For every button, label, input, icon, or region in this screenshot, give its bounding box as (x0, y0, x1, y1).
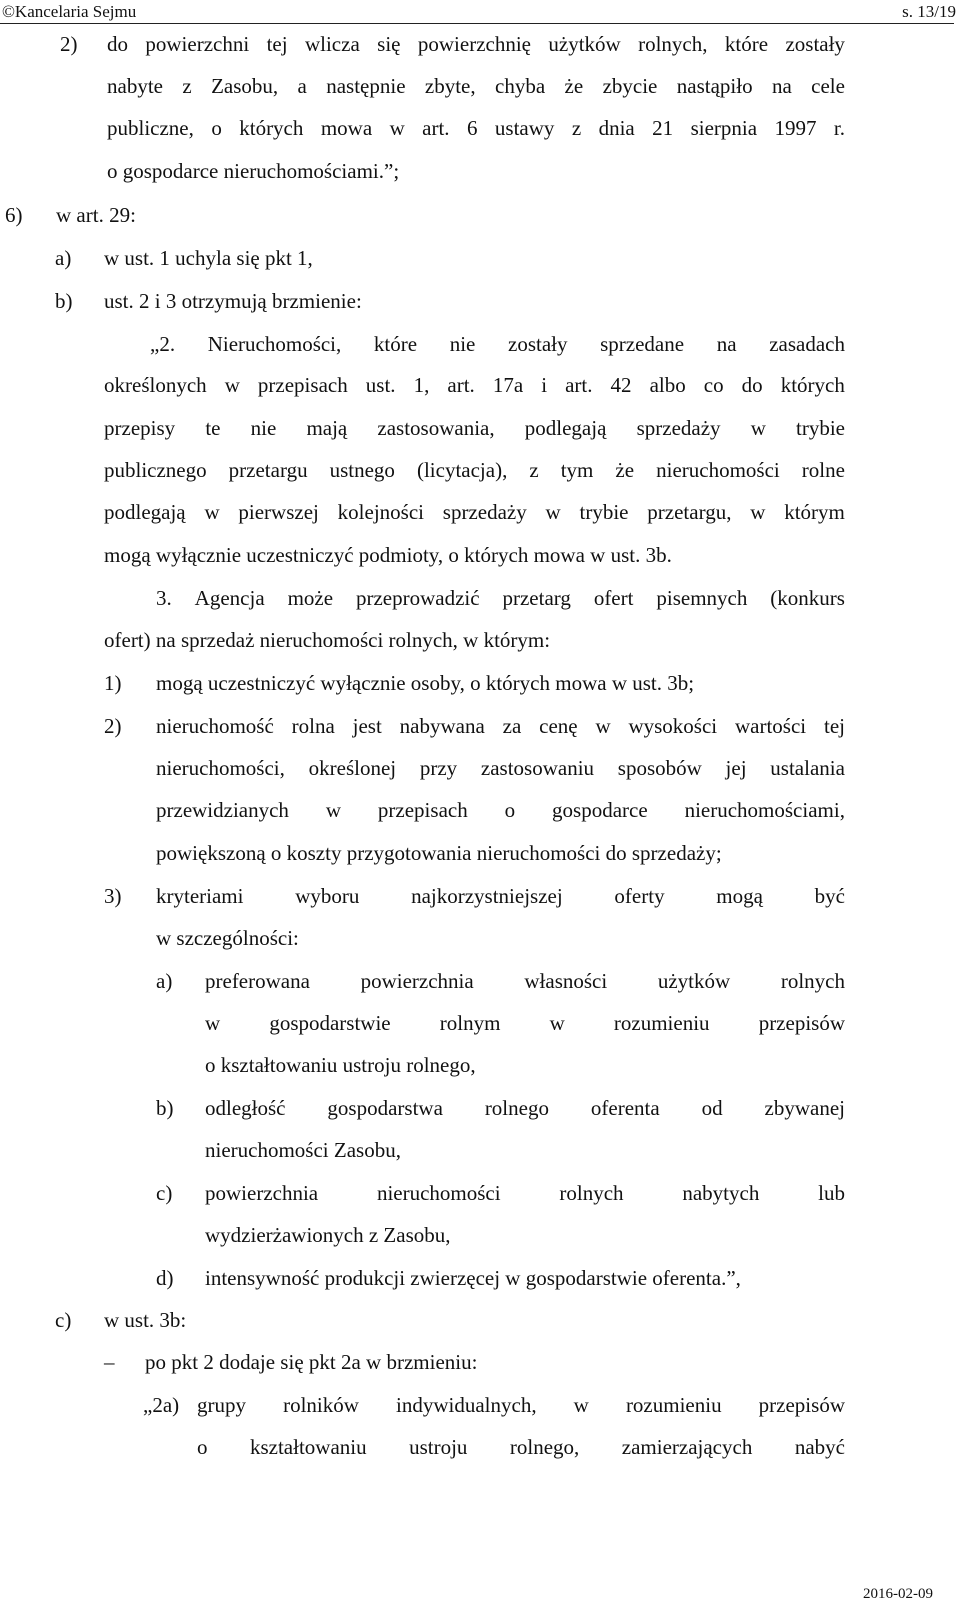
text-line: mogą wyłącznie uczestniczyć podmioty, o których mowa w ust. 3b. (104, 543, 672, 567)
header-page-number: s. 13/19 (902, 2, 956, 21)
text-line: do powierzchni tej wlicza się powierzchnię użytków rolnych, które zostały (107, 32, 845, 56)
text-line: przepisy te nie mają zastosowania, podlegają sprzedaży w trybie (104, 416, 845, 440)
text-line: powiększoną o koszty przygotowania nieruchomości do sprzedaży; (156, 841, 722, 865)
text-line: w ust. 1 uchyla się pkt 1, (104, 246, 313, 270)
text-line: przewidzianych w przepisach o gospodarce nieruchomościami, (156, 798, 845, 822)
text-line: nieruchomości Zasobu, (205, 1138, 401, 1162)
text-line: w szczególności: (156, 926, 299, 950)
item-number: d) (156, 1266, 174, 1290)
dash-marker: – (104, 1350, 115, 1374)
item-number: a) (156, 969, 173, 993)
text-line: publicznego przetargu ustnego (licytacja), z tym że nieruchomości rolne (104, 458, 845, 482)
text-line: określonych w przepisach ust. 1, art. 17a i art. 42 albo co do których (104, 373, 845, 397)
item-number: b) (156, 1096, 174, 1120)
text-line: powierzchnia nieruchomości rolnych nabytych lub (205, 1181, 845, 1205)
text-line: w art. 29: (56, 203, 136, 227)
text-line: 3. Agencja może przeprowadzić przetarg ofert pisemnych (konkurs (156, 586, 845, 610)
footer-date: 2016-02-09 (863, 1586, 933, 1602)
text-line: kryteriami wyboru najkorzystniejszej oferty mogą być (156, 884, 845, 908)
text-line: ust. 2 i 3 otrzymują brzmienie: (104, 289, 362, 313)
text-line: grupy rolników indywidualnych, w rozumieniu przepisów (197, 1393, 845, 1417)
text-line: odległość gospodarstwa rolnego oferenta od zbywanej (205, 1096, 845, 1120)
text-line: nabyte z Zasobu, a następnie zbyte, chyba że zbycie nastąpiło na cele (107, 74, 845, 98)
text-line: o kształtowaniu ustroju rolnego, (205, 1053, 476, 1077)
item-number: c) (156, 1181, 173, 1205)
header-source: ©Kancelaria Sejmu (2, 2, 137, 21)
text-line: w gospodarstwie rolnym w rozumieniu przepisów (205, 1011, 845, 1035)
header-rule (0, 23, 954, 24)
text-line: „2. Nieruchomości, które nie zostały sprzedane na zasadach (150, 332, 845, 356)
item-number: 6) (5, 203, 23, 227)
text-line: publiczne, o których mowa w art. 6 ustawy z dnia 21 sierpnia 1997 r. (107, 116, 845, 140)
item-number: 2) (60, 32, 78, 56)
item-number: „2a) (143, 1393, 180, 1417)
item-number: 3) (104, 884, 122, 908)
item-number: a) (55, 246, 72, 270)
text-line: mogą uczestniczyć wyłącznie osoby, o których mowa w ust. 3b; (156, 671, 695, 695)
text-line: o gospodarce nieruchomościami.”; (107, 159, 400, 183)
text-line: ofert) na sprzedaż nieruchomości rolnych, w którym: (104, 628, 551, 652)
text-line: o kształtowaniu ustroju rolnego, zamierzających nabyć (197, 1435, 845, 1459)
text-line: nieruchomość rolna jest nabywana za cenę w wysokości wartości tej (156, 714, 845, 738)
item-number: 2) (104, 714, 122, 738)
text-line: podlegają w pierwszej kolejności sprzedaży w trybie przetargu, w którym (104, 500, 845, 524)
text-line: wydzierżawionych z Zasobu, (205, 1223, 451, 1247)
text-line: nieruchomości, określonej przy zastosowaniu sposobów jej ustalania (156, 756, 845, 780)
item-number: c) (55, 1308, 72, 1332)
text-line: preferowana powierzchnia własności użytków rolnych (205, 969, 845, 993)
item-number: b) (55, 289, 73, 313)
text-line: po pkt 2 dodaje się pkt 2a w brzmieniu: (145, 1350, 478, 1374)
text-line: w ust. 3b: (104, 1308, 187, 1332)
item-number: 1) (104, 671, 122, 695)
text-line: intensywność produkcji zwierzęcej w gospodarstwie oferenta.”, (205, 1266, 741, 1290)
